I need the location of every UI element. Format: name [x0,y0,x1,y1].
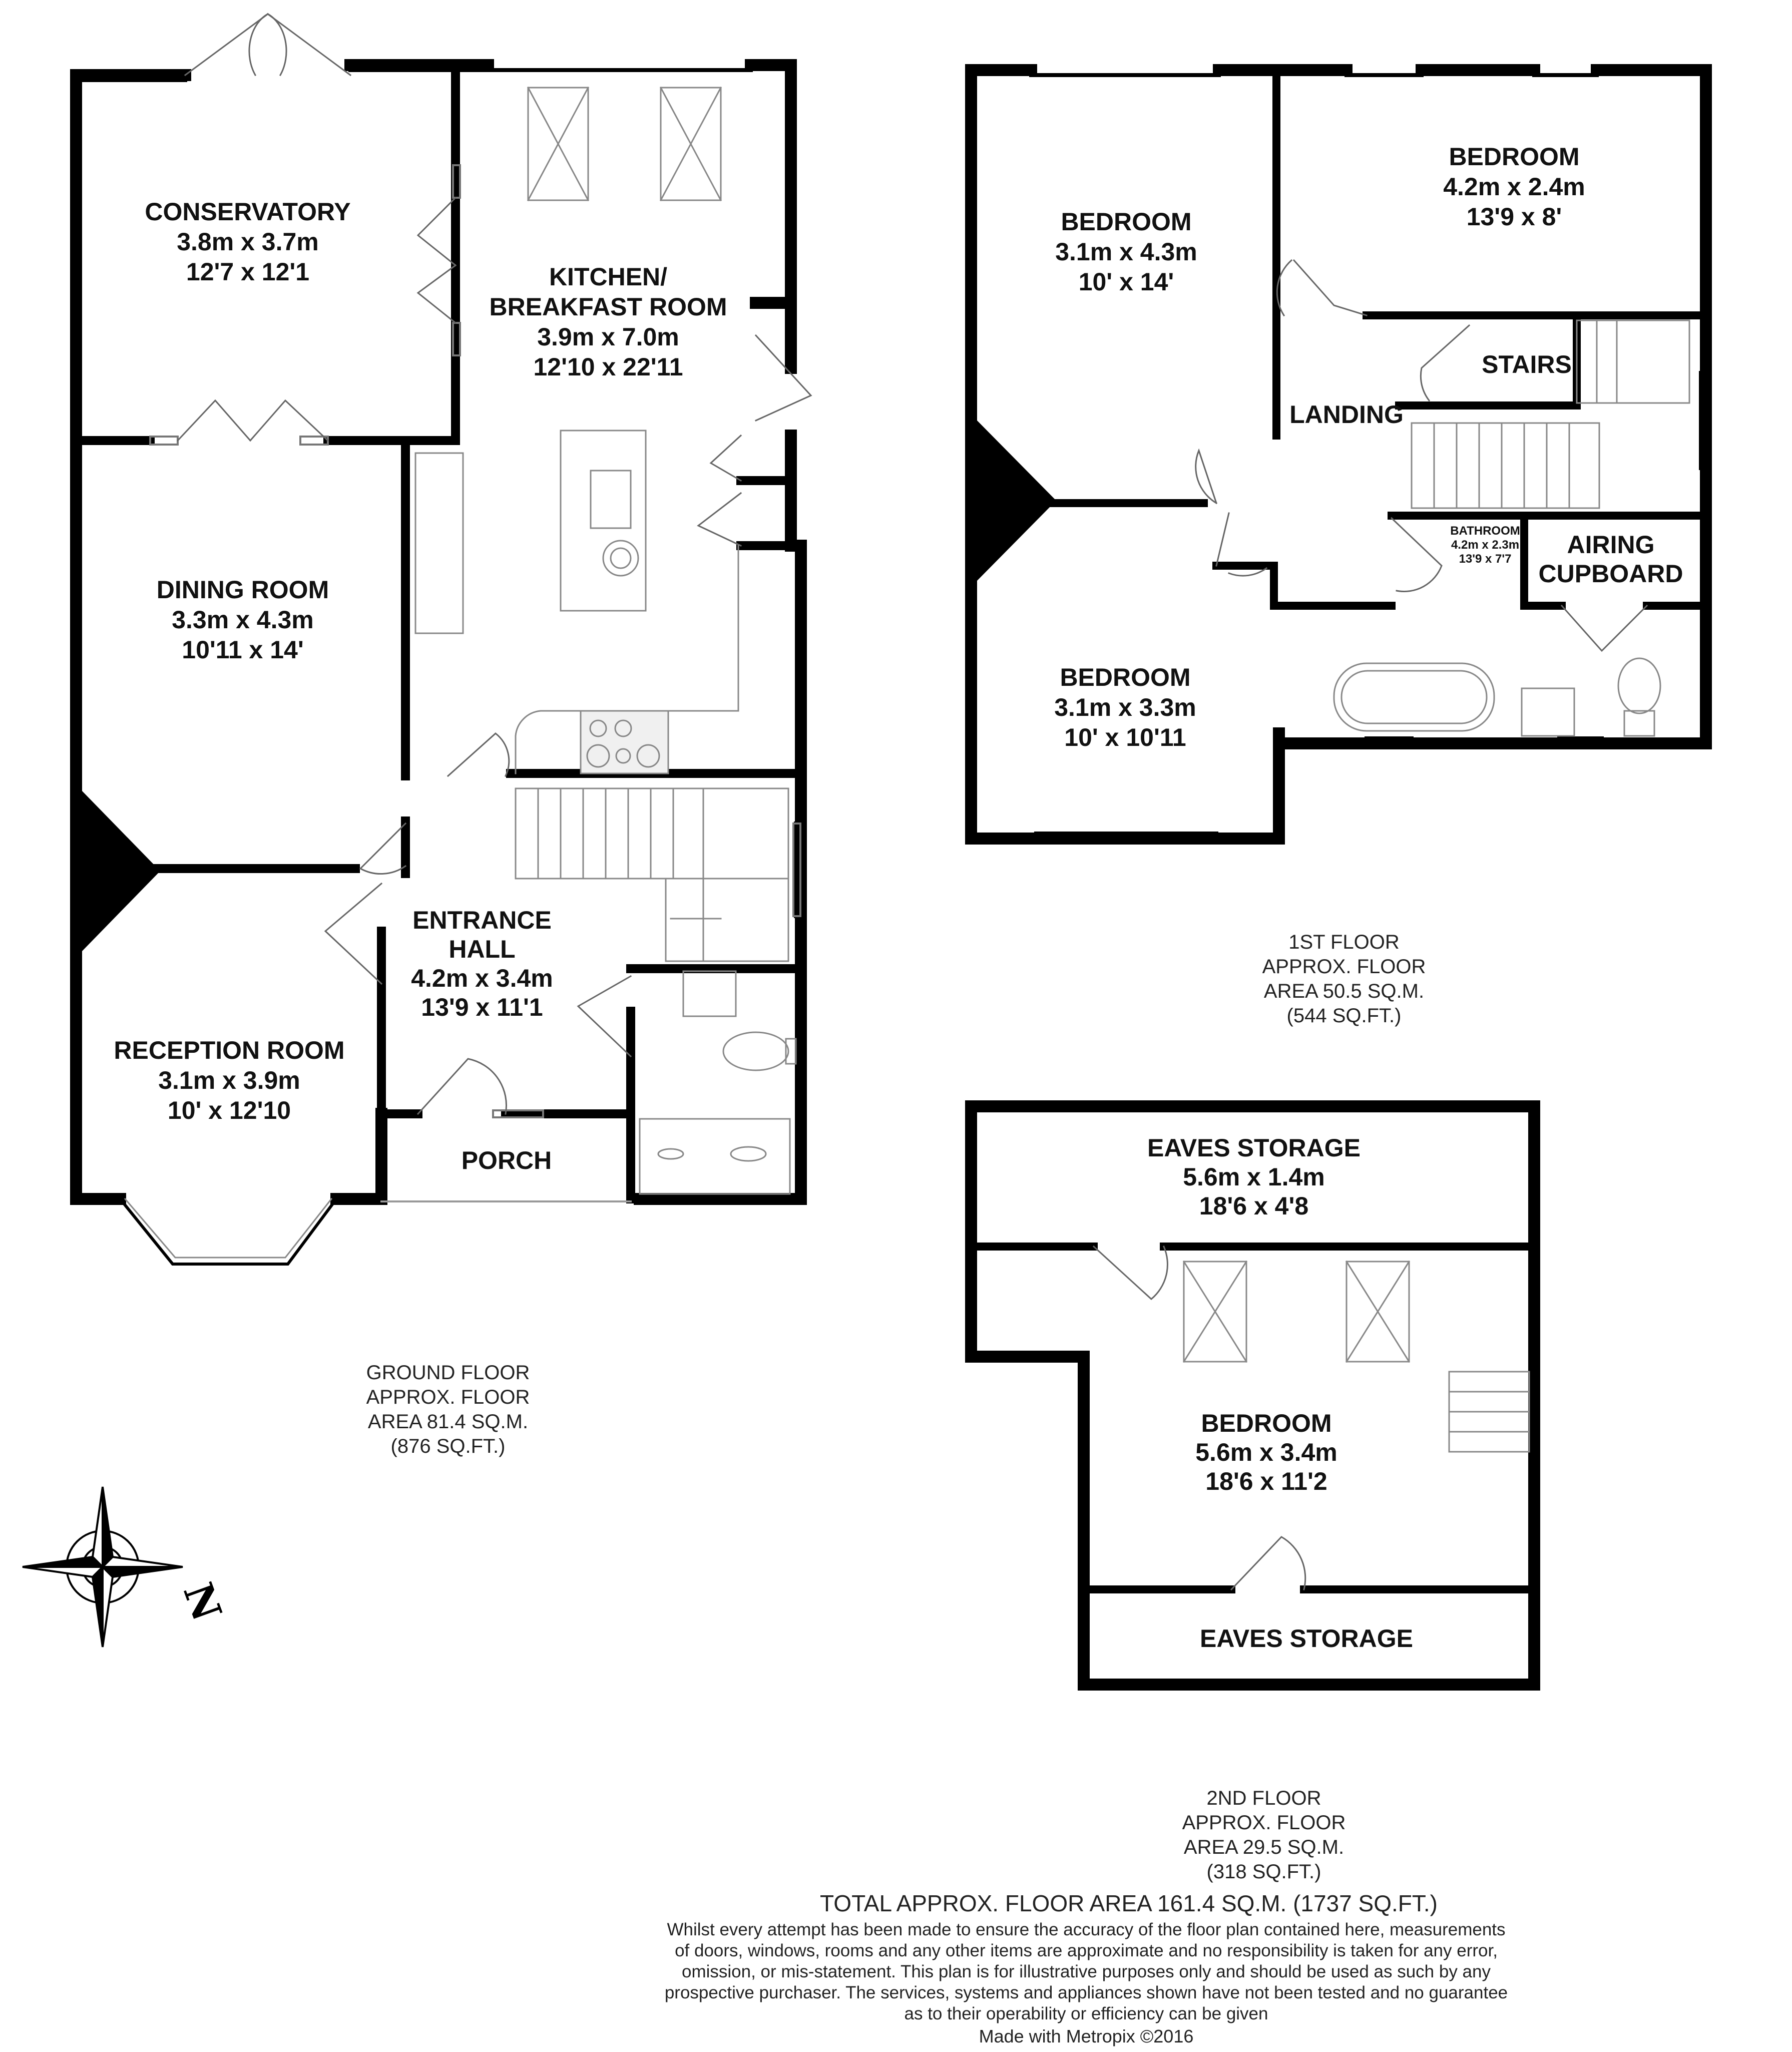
room-label-line: PORCH [461,1146,552,1174]
room-label-line: 10' x 14' [1078,268,1174,296]
room-label-line: BEDROOM [1201,1409,1332,1437]
disclaimer-line: omission, or mis-statement. This plan is for illustrative purposes only and should be used as such by any [682,1962,1491,1981]
disclaimer-line: prospective purchaser. The services, systems and appliances shown have not been tested and no guarantee [664,1983,1508,2002]
room-label-line: 3.1m x 3.9m [158,1066,300,1094]
room-label-line: BEDROOM [1061,208,1192,236]
total-floor-area: TOTAL APPROX. FLOOR AREA 161.4 SQ.M. (1737 SQ.FT.) [820,1890,1438,1916]
room-label-porch [462,1146,552,1174]
room-label-line: 3.9m x 7.0m [537,323,679,351]
first-floor-area-summary: 1ST FLOOR APPROX. FLOOR AREA 50.5 SQ.M. (544 SQ.FT.) [1262,931,1426,1027]
compass-north-letter: N [174,1576,231,1627]
room-label-line: 3.8m x 3.7m [177,228,319,256]
room-label-line: RECEPTION ROOM [114,1036,345,1064]
disclaimer-line: of doors, windows, rooms and any other items are approximate and no responsibility is taken for any error, [675,1941,1498,1960]
disclaimer-line: Whilst every attempt has been made to ensure the accuracy of the floor plan contained here, measurements [667,1920,1506,1939]
floor-area-summaries [366,931,1426,1883]
room-label-line: 3.3m x 4.3m [172,606,314,634]
room-label-reception [114,1036,344,1124]
room-label-stairs [1482,350,1572,378]
room-label-line: 13'9 x 11'1 [421,993,543,1021]
second-floor-area-summary: 2ND FLOOR APPROX. FLOOR AREA 29.5 SQ.M. (318 SQ.FT.) [1182,1787,1346,1883]
room-label-eaves1 [1147,1134,1361,1220]
room-label-line: CUPBOARD [1538,560,1683,588]
room-label-line: 3.1m x 3.3m [1054,693,1196,721]
room-label-line: EAVES STORAGE [1147,1134,1361,1162]
room-label-landing [1289,400,1404,429]
room-label-dining [157,576,329,664]
room-labels [114,143,1683,1653]
room-label-line: BATHROOM [1450,524,1520,538]
room-label-line: 12'10 x 22'11 [533,353,683,381]
room-label-line: EAVES STORAGE [1199,1624,1414,1653]
room-label-line: 10' x 10'11 [1064,723,1186,751]
room-label-bed3 [1054,663,1196,751]
room-label-line: 4.2m x 2.3m [1451,538,1520,552]
compass-rose-icon [23,1487,231,1647]
room-label-line: HALL [449,935,516,963]
disclaimer-line: as to their operability or efficiency can be given [904,2004,1268,2023]
room-label-line: 3.1m x 4.3m [1055,238,1197,266]
room-label-line: AIRING [1567,531,1655,559]
room-label-line: KITCHEN/ [549,263,668,291]
room-label-bed2 [1443,143,1585,231]
disclaimer [665,1920,1508,2023]
ground-floor-area-summary: GROUND FLOOR APPROX. FLOOR AREA 81.4 SQ.M. (876 SQ.FT.) [366,1362,530,1457]
room-label-conservatory [145,198,350,286]
room-label-line: DINING ROOM [156,576,329,604]
room-label-line: 5.6m x 1.4m [1183,1163,1325,1191]
room-label-airing [1539,531,1683,588]
room-label-line: 10' x 12'10 [167,1096,291,1124]
credit-line: Made with Metropix ©2016 [979,2026,1194,2046]
room-label-line: 13'9 x 7'7 [1459,552,1512,566]
room-label-kitchen [490,263,727,381]
room-label-line: 4.2m x 3.4m [411,964,553,992]
room-label-bed1 [1055,208,1197,296]
room-label-line: LANDING [1289,400,1404,429]
room-label-eaves2 [1200,1624,1413,1653]
room-label-line: 10'11 x 14' [182,636,304,664]
room-label-line: BREAKFAST ROOM [489,293,727,321]
room-label-line: STAIRS [1482,350,1572,378]
room-label-line: 12'7 x 12'1 [186,258,310,286]
room-label-line: BEDROOM [1060,663,1191,691]
room-label-bathroom [1450,524,1520,566]
room-label-line: BEDROOM [1449,143,1580,171]
room-label-line: 5.6m x 3.4m [1195,1438,1337,1466]
room-label-entrance [411,906,553,1021]
room-label-line: 18'6 x 4'8 [1199,1192,1309,1220]
room-label-line: 4.2m x 2.4m [1443,173,1585,201]
room-label-line: ENTRANCE [412,906,552,934]
room-label-line: 13'9 x 8' [1466,203,1562,231]
room-label-bed4 [1195,1409,1337,1495]
room-label-line: 18'6 x 11'2 [1205,1467,1327,1495]
room-label-line: CONSERVATORY [145,198,351,226]
